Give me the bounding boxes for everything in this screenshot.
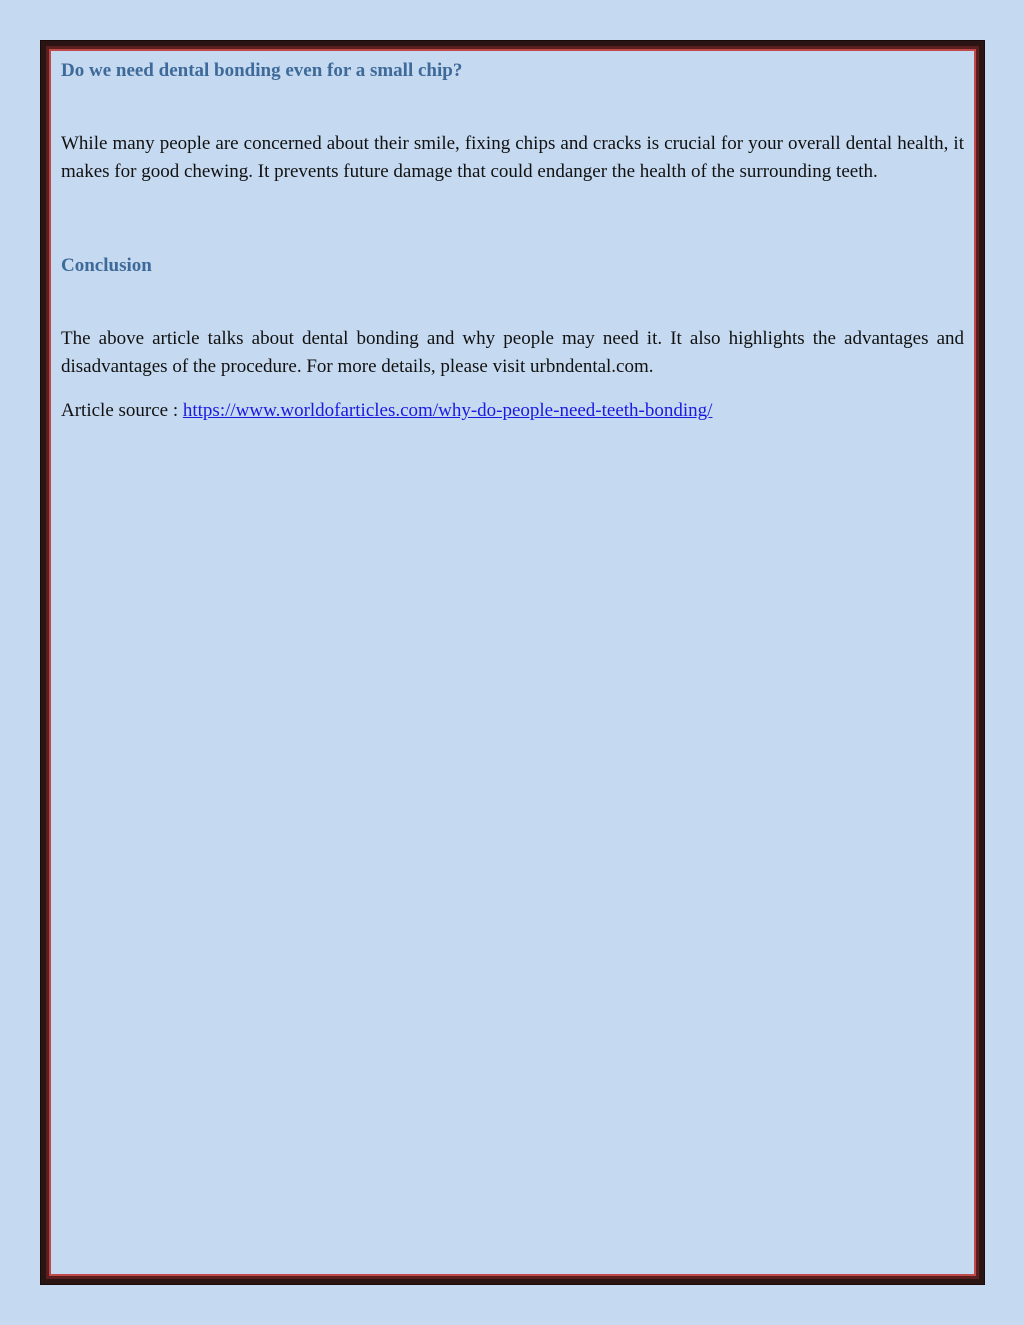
document-content: [51, 51, 974, 1274]
section-heading-conclusion: Conclusion: [61, 255, 152, 276]
page-border-frame: [40, 40, 985, 1285]
paragraph-chip-fixing: While many people are concerned about their smile, fixing chips and cracks is crucial for your overall dental health, it makes for good chewing. It prevents future damage that could endanger the health of the surrounding teeth.: [61, 133, 964, 182]
article-source-link[interactable]: https://www.worldofarticles.com/why-do-people-need-teeth-bonding/: [182, 400, 713, 421]
page-border-mid: [46, 46, 979, 1279]
article-source-line: [61, 397, 964, 425]
paragraph-conclusion: The above article talks about dental bonding and why people may need it. It also highlights the advantages and disadvantages of the procedure. For more details, please visit urbndental.com.: [61, 328, 964, 377]
section-heading-dental-bonding-chip: Do we need dental bonding even for a small chip?: [61, 60, 463, 81]
page-border-accent-line: [49, 49, 976, 1276]
article-source-label: Article source :: [61, 400, 183, 421]
